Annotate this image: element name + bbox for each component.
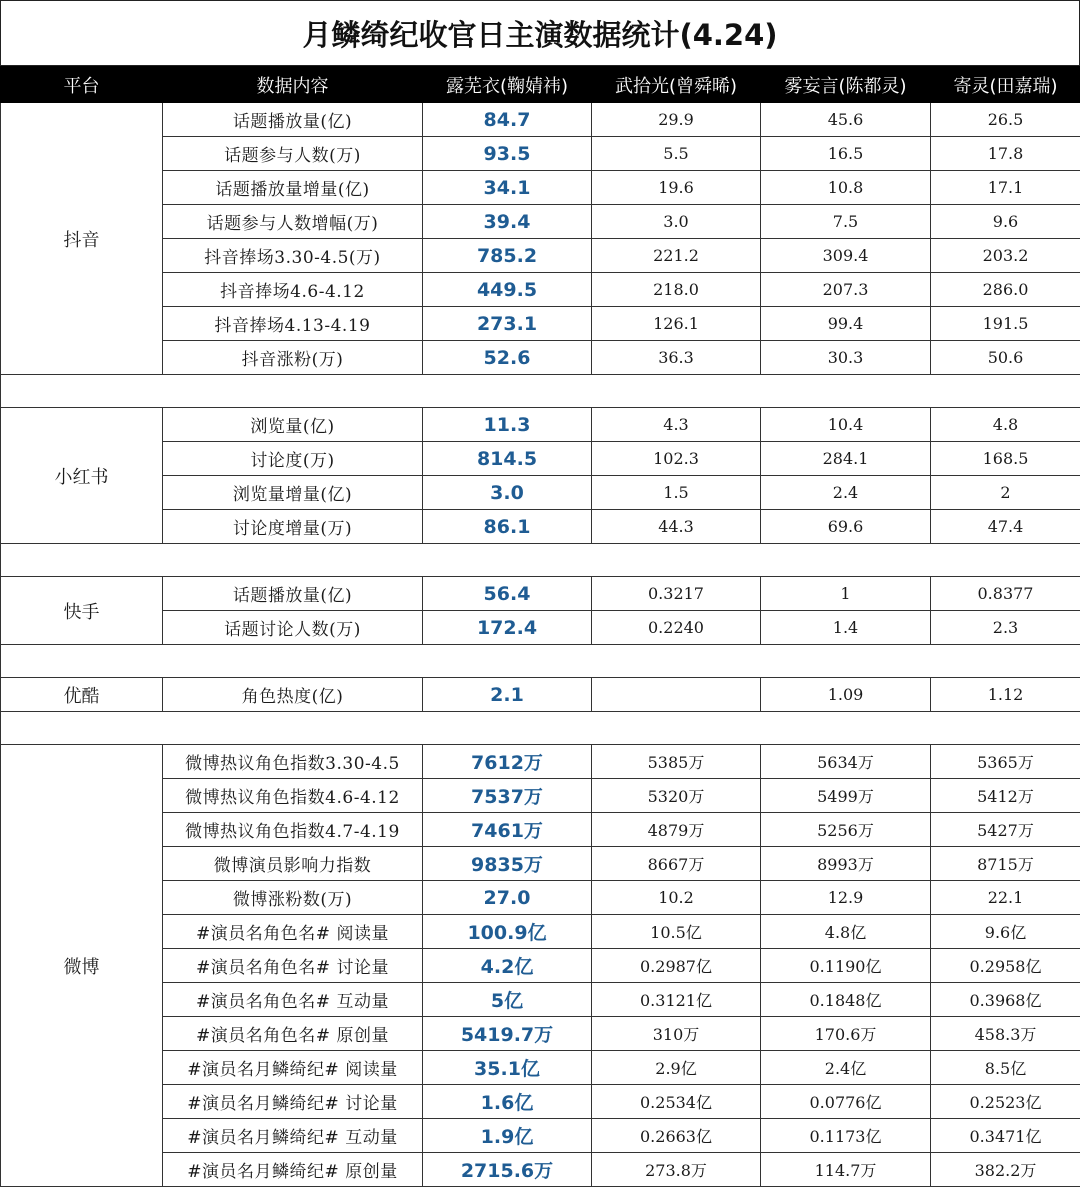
metric-cell: #演员名角色名# 讨论量: [163, 949, 423, 983]
value-cell: 5.5: [592, 137, 761, 171]
value-cell: 1.12: [931, 678, 1080, 712]
table-row: [1, 307, 1080, 341]
highlight-value-cell: 7461万: [423, 813, 592, 847]
header-actor-1: 露芜衣(鞠婧祎): [423, 67, 592, 103]
metric-cell: #演员名月鳞绮纪# 互动量: [163, 1119, 423, 1153]
value-cell: 0.3968亿: [931, 983, 1080, 1017]
value-cell: 12.9: [761, 881, 931, 915]
highlight-value-cell: 1.9亿: [423, 1119, 592, 1153]
metric-cell: 抖音捧场4.6-4.12: [163, 273, 423, 307]
table-row: [1, 678, 1080, 712]
header-metric: 数据内容: [163, 67, 423, 103]
table-row: [1, 1119, 1080, 1153]
table-row: [1, 1051, 1080, 1085]
value-cell: 0.3471亿: [931, 1119, 1080, 1153]
value-cell: 17.1: [931, 171, 1080, 205]
value-cell: 10.2: [592, 881, 761, 915]
highlight-value-cell: 34.1: [423, 171, 592, 205]
value-cell: 36.3: [592, 341, 761, 375]
value-cell: 0.2523亿: [931, 1085, 1080, 1119]
value-cell: 47.4: [931, 510, 1080, 544]
highlight-value-cell: 785.2: [423, 239, 592, 273]
highlight-value-cell: 56.4: [423, 577, 592, 611]
value-cell: 4879万: [592, 813, 761, 847]
highlight-value-cell: 9835万: [423, 847, 592, 881]
value-cell: 382.2万: [931, 1153, 1080, 1187]
value-cell: 5385万: [592, 745, 761, 779]
table-row: [1, 779, 1080, 813]
value-cell: 2.4: [761, 476, 931, 510]
metric-cell: 话题参与人数(万): [163, 137, 423, 171]
value-cell: 9.6: [931, 205, 1080, 239]
highlight-value-cell: 84.7: [423, 103, 592, 137]
metric-cell: 微博演员影响力指数: [163, 847, 423, 881]
table-row: [1, 510, 1080, 544]
value-cell: 4.3: [592, 408, 761, 442]
value-cell: 3.0: [592, 205, 761, 239]
section-spacer: [1, 712, 1080, 745]
value-cell: 45.6: [761, 103, 931, 137]
value-cell: 1.4: [761, 611, 931, 645]
value-cell: [592, 678, 761, 712]
value-cell: 50.6: [931, 341, 1080, 375]
value-cell: 0.8377: [931, 577, 1080, 611]
value-cell: 5365万: [931, 745, 1080, 779]
highlight-value-cell: 93.5: [423, 137, 592, 171]
metric-cell: 话题播放量(亿): [163, 103, 423, 137]
table-row: [1, 813, 1080, 847]
table-row: [1, 611, 1080, 645]
value-cell: 44.3: [592, 510, 761, 544]
highlight-value-cell: 449.5: [423, 273, 592, 307]
spacer-cell: [1, 712, 1080, 745]
table-row: [1, 408, 1080, 442]
table-row: [1, 915, 1080, 949]
table-row: [1, 847, 1080, 881]
metric-cell: 话题参与人数增幅(万): [163, 205, 423, 239]
value-cell: 29.9: [592, 103, 761, 137]
value-cell: 4.8亿: [761, 915, 931, 949]
metric-cell: 角色热度(亿): [163, 678, 423, 712]
highlight-value-cell: 172.4: [423, 611, 592, 645]
metric-cell: #演员名角色名# 原创量: [163, 1017, 423, 1051]
highlight-value-cell: 1.6亿: [423, 1085, 592, 1119]
metric-cell: 微博热议角色指数4.7-4.19: [163, 813, 423, 847]
value-cell: 273.8万: [592, 1153, 761, 1187]
value-cell: 286.0: [931, 273, 1080, 307]
value-cell: 4.8: [931, 408, 1080, 442]
highlight-value-cell: 5419.7万: [423, 1017, 592, 1051]
highlight-value-cell: 3.0: [423, 476, 592, 510]
metric-cell: #演员名月鳞绮纪# 阅读量: [163, 1051, 423, 1085]
value-cell: 0.2987亿: [592, 949, 761, 983]
value-cell: 0.2240: [592, 611, 761, 645]
value-cell: 22.1: [931, 881, 1080, 915]
table-row: [1, 137, 1080, 171]
highlight-value-cell: 11.3: [423, 408, 592, 442]
value-cell: 0.1848亿: [761, 983, 931, 1017]
value-cell: 0.2534亿: [592, 1085, 761, 1119]
value-cell: 218.0: [592, 273, 761, 307]
value-cell: 1.09: [761, 678, 931, 712]
highlight-value-cell: 4.2亿: [423, 949, 592, 983]
value-cell: 458.3万: [931, 1017, 1080, 1051]
value-cell: 2.4亿: [761, 1051, 931, 1085]
value-cell: 10.8: [761, 171, 931, 205]
metric-cell: #演员名月鳞绮纪# 原创量: [163, 1153, 423, 1187]
header-actor-2: 武拾光(曾舜晞): [592, 67, 761, 103]
value-cell: 16.5: [761, 137, 931, 171]
value-cell: 1: [761, 577, 931, 611]
platform-cell: 微博: [1, 745, 163, 1187]
table-row: [1, 745, 1080, 779]
table-row: [1, 171, 1080, 205]
value-cell: 207.3: [761, 273, 931, 307]
value-cell: 0.1190亿: [761, 949, 931, 983]
header-actor-3: 雾妄言(陈都灵): [761, 67, 931, 103]
value-cell: 5634万: [761, 745, 931, 779]
spacer-cell: [1, 645, 1080, 678]
value-cell: 5427万: [931, 813, 1080, 847]
value-cell: 168.5: [931, 442, 1080, 476]
metric-cell: #演员名月鳞绮纪# 讨论量: [163, 1085, 423, 1119]
metric-cell: #演员名角色名# 阅读量: [163, 915, 423, 949]
value-cell: 0.1173亿: [761, 1119, 931, 1153]
value-cell: 2: [931, 476, 1080, 510]
value-cell: 17.8: [931, 137, 1080, 171]
platform-cell: 抖音: [1, 103, 163, 375]
table-row: [1, 983, 1080, 1017]
section-spacer: [1, 375, 1080, 408]
value-cell: 5256万: [761, 813, 931, 847]
highlight-value-cell: 35.1亿: [423, 1051, 592, 1085]
metric-cell: 微博涨粉数(万): [163, 881, 423, 915]
table-row: [1, 442, 1080, 476]
metric-cell: 话题播放量(亿): [163, 577, 423, 611]
value-cell: 5499万: [761, 779, 931, 813]
value-cell: 0.2663亿: [592, 1119, 761, 1153]
value-cell: 30.3: [761, 341, 931, 375]
value-cell: 69.6: [761, 510, 931, 544]
highlight-value-cell: 2715.6万: [423, 1153, 592, 1187]
value-cell: 114.7万: [761, 1153, 931, 1187]
value-cell: 8715万: [931, 847, 1080, 881]
value-cell: 26.5: [931, 103, 1080, 137]
value-cell: 102.3: [592, 442, 761, 476]
value-cell: 0.0776亿: [761, 1085, 931, 1119]
highlight-value-cell: 39.4: [423, 205, 592, 239]
metric-cell: 话题讨论人数(万): [163, 611, 423, 645]
table-row: [1, 577, 1080, 611]
spacer-cell: [1, 375, 1080, 408]
header-row: [1, 67, 1080, 103]
highlight-value-cell: 7537万: [423, 779, 592, 813]
value-cell: 0.3217: [592, 577, 761, 611]
table-row: [1, 1085, 1080, 1119]
value-cell: 1.5: [592, 476, 761, 510]
highlight-value-cell: 7612万: [423, 745, 592, 779]
metric-cell: 微博热议角色指数4.6-4.12: [163, 779, 423, 813]
highlight-value-cell: 86.1: [423, 510, 592, 544]
value-cell: 5320万: [592, 779, 761, 813]
value-cell: 309.4: [761, 239, 931, 273]
metric-cell: 浏览量增量(亿): [163, 476, 423, 510]
highlight-value-cell: 52.6: [423, 341, 592, 375]
highlight-value-cell: 5亿: [423, 983, 592, 1017]
value-cell: 126.1: [592, 307, 761, 341]
value-cell: 10.5亿: [592, 915, 761, 949]
highlight-value-cell: 27.0: [423, 881, 592, 915]
value-cell: 8993万: [761, 847, 931, 881]
value-cell: 0.2958亿: [931, 949, 1080, 983]
value-cell: 9.6亿: [931, 915, 1080, 949]
table-row: [1, 103, 1080, 137]
header-actor-4: 寄灵(田嘉瑞): [931, 67, 1080, 103]
metric-cell: 话题播放量增量(亿): [163, 171, 423, 205]
highlight-value-cell: 814.5: [423, 442, 592, 476]
value-cell: 99.4: [761, 307, 931, 341]
stats-table: [0, 66, 1080, 1187]
value-cell: 8.5亿: [931, 1051, 1080, 1085]
value-cell: 10.4: [761, 408, 931, 442]
highlight-value-cell: 100.9亿: [423, 915, 592, 949]
metric-cell: 抖音捧场3.30-4.5(万): [163, 239, 423, 273]
metric-cell: 抖音涨粉(万): [163, 341, 423, 375]
table-row: [1, 205, 1080, 239]
table-row: [1, 1017, 1080, 1051]
section-spacer: [1, 645, 1080, 678]
section-spacer: [1, 544, 1080, 577]
value-cell: 170.6万: [761, 1017, 931, 1051]
platform-cell: 小红书: [1, 408, 163, 544]
metric-cell: 讨论度增量(万): [163, 510, 423, 544]
value-cell: 2.9亿: [592, 1051, 761, 1085]
table-row: [1, 239, 1080, 273]
table-row: [1, 1153, 1080, 1187]
value-cell: 8667万: [592, 847, 761, 881]
value-cell: 0.3121亿: [592, 983, 761, 1017]
value-cell: 19.6: [592, 171, 761, 205]
metric-cell: #演员名角色名# 互动量: [163, 983, 423, 1017]
value-cell: 284.1: [761, 442, 931, 476]
spacer-cell: [1, 544, 1080, 577]
table-row: [1, 881, 1080, 915]
metric-cell: 浏览量(亿): [163, 408, 423, 442]
value-cell: 2.3: [931, 611, 1080, 645]
value-cell: 221.2: [592, 239, 761, 273]
table-row: [1, 341, 1080, 375]
metric-cell: 讨论度(万): [163, 442, 423, 476]
header-platform: 平台: [1, 67, 163, 103]
value-cell: 310万: [592, 1017, 761, 1051]
table-row: [1, 476, 1080, 510]
value-cell: 5412万: [931, 779, 1080, 813]
value-cell: 203.2: [931, 239, 1080, 273]
page-title: 月鳞绮纪收官日主演数据统计(4.24): [0, 0, 1080, 66]
table-row: [1, 949, 1080, 983]
highlight-value-cell: 273.1: [423, 307, 592, 341]
platform-cell: 快手: [1, 577, 163, 645]
highlight-value-cell: 2.1: [423, 678, 592, 712]
value-cell: 191.5: [931, 307, 1080, 341]
metric-cell: 抖音捧场4.13-4.19: [163, 307, 423, 341]
table-body: [1, 103, 1080, 1187]
platform-cell: 优酷: [1, 678, 163, 712]
table-row: [1, 273, 1080, 307]
value-cell: 7.5: [761, 205, 931, 239]
metric-cell: 微博热议角色指数3.30-4.5: [163, 745, 423, 779]
